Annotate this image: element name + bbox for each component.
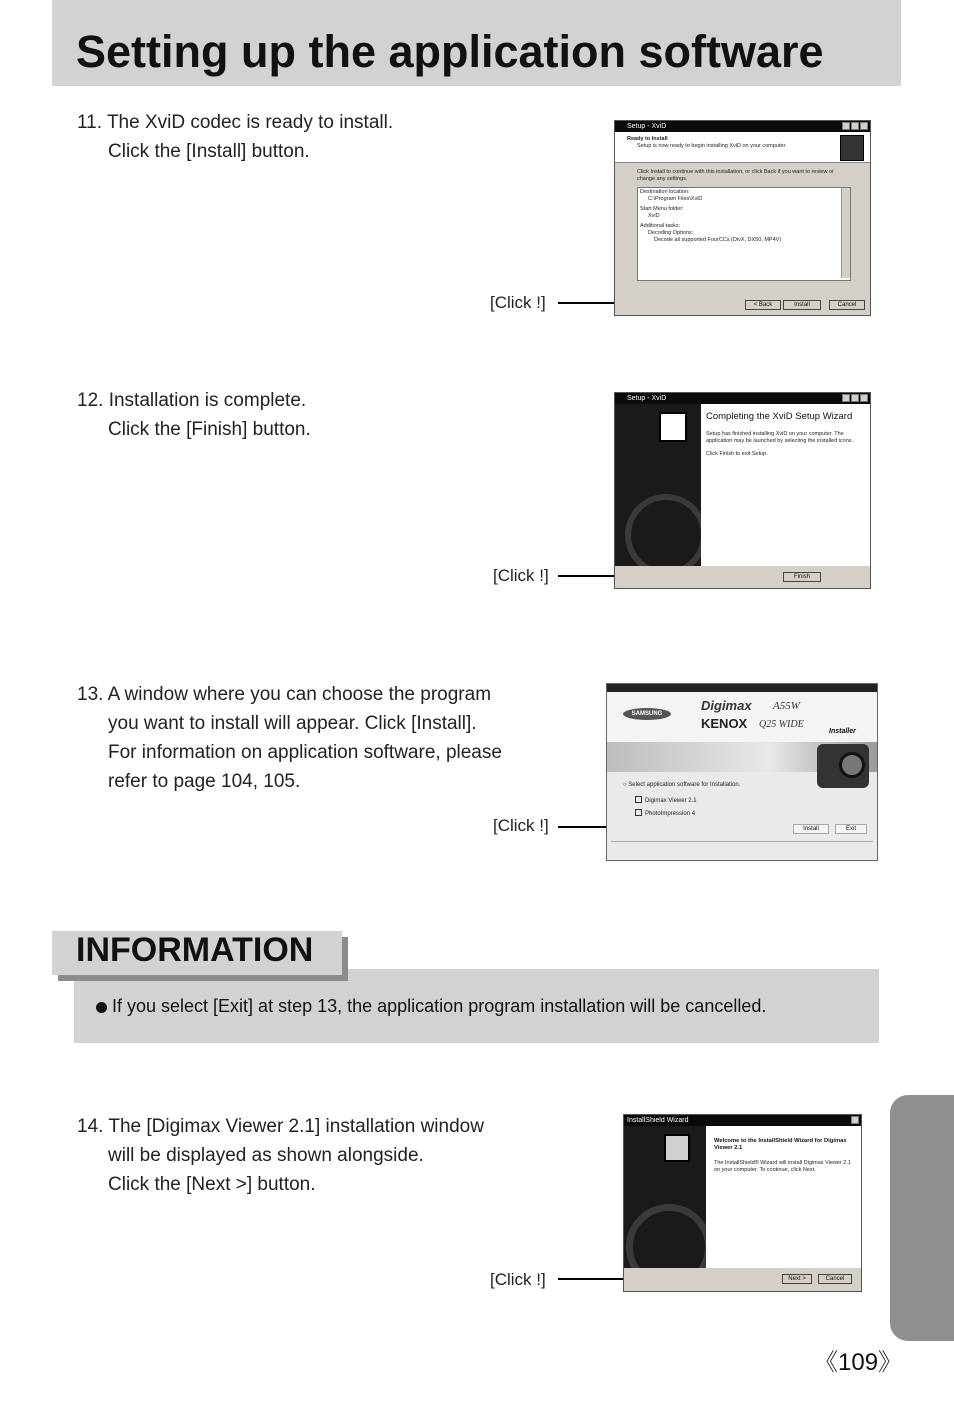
option-photoimpression[interactable]: [635, 809, 695, 817]
dialog-subheading: Setup is now ready to begin installing XviD on your computer.: [637, 143, 787, 149]
close-icon[interactable]: [860, 122, 868, 130]
maximize-icon[interactable]: [851, 394, 859, 402]
finish-button[interactable]: Finish: [783, 572, 821, 582]
option-label: Digimax Viewer 2.1: [645, 798, 697, 804]
page-title: Setting up the application software: [76, 26, 824, 77]
setup-logo-icon: [659, 412, 687, 442]
click-label-14: [Click !]: [490, 1270, 546, 1289]
samsung-logo: SAMSUNG: [623, 708, 671, 720]
click-label-13: [Click !]: [493, 816, 549, 835]
dialog-title-bar: [615, 121, 870, 132]
option-label: PhotoImpression 4: [645, 811, 696, 817]
maximize-icon[interactable]: [851, 122, 859, 130]
dialog-title-bar: [624, 1115, 861, 1126]
step-13-text: [77, 680, 502, 796]
next-button[interactable]: Next >: [782, 1274, 812, 1284]
wizard-body: Setup has finished installing XviD on your computer. The application may be launched by selecting the installed icons.: [706, 431, 854, 444]
installer-label: Installer: [829, 728, 856, 735]
installshield-logo-icon: [664, 1134, 690, 1162]
list-line: Additional tasks:: [640, 223, 681, 229]
step-13-line1: 13. A window where you can choose the program: [77, 684, 492, 705]
step-13-line4: refer to page 104, 105.: [108, 771, 301, 792]
step-12-text: [77, 386, 311, 444]
list-line: Destination location:: [640, 189, 690, 195]
list-line: XviD: [648, 213, 660, 219]
step-14-line3: Click the [Next >] button.: [108, 1174, 316, 1195]
step-14-text: [77, 1112, 484, 1199]
installer-header: [607, 692, 877, 742]
click-label-12: [Click !]: [493, 566, 549, 585]
model-a55w: A55W: [773, 700, 800, 712]
installer-top-strip: [607, 684, 877, 692]
checkbox-icon[interactable]: [635, 809, 642, 816]
prompt-text: Select application software for Installation.: [628, 782, 741, 788]
close-icon[interactable]: [860, 394, 868, 402]
decorative-arc: [625, 494, 701, 566]
installer-prompt: ○ Select application software for Installation.: [623, 782, 741, 788]
wizard-body: The InstallShield® Wizard will install Digimax Viewer 2.1 on your computer. To continue, click Next.: [714, 1160, 851, 1173]
setup-logo-icon: [840, 135, 864, 161]
page-number: 《109》: [814, 1349, 903, 1376]
camera-lens-icon: [839, 752, 865, 778]
step-11-text: [77, 108, 393, 166]
divider: [611, 841, 873, 842]
product-kenox: KENOX: [701, 716, 748, 731]
summary-listbox[interactable]: [637, 187, 851, 281]
chapter-side-tab: [890, 1095, 954, 1341]
wizard-side-banner: [615, 404, 701, 566]
step-11-line2: Click the [Install] button.: [108, 141, 310, 162]
information-text: [96, 996, 766, 1017]
installer-exit-button[interactable]: Exit: [835, 824, 867, 834]
bullet-icon: [96, 1002, 107, 1013]
dialog-title: Setup - XviD: [627, 123, 667, 130]
scrollbar[interactable]: [841, 188, 850, 278]
dialog-heading: Ready to Install: [627, 136, 668, 142]
model-q25: Q25 WIDE: [759, 719, 804, 730]
list-line: Decode all supported FourCCs (DivX, DX50, MP4V): [654, 237, 782, 243]
wizard-heading: Completing the XviD Setup Wizard: [706, 411, 853, 422]
cancel-button[interactable]: Cancel: [818, 1274, 852, 1284]
product-digimax: Digimax: [701, 698, 752, 713]
click-label-11: [Click !]: [490, 293, 546, 312]
checkbox-icon[interactable]: [635, 796, 642, 803]
back-button[interactable]: < Back: [745, 300, 781, 310]
installer-install-button[interactable]: Install: [793, 824, 829, 834]
wizard-content: [701, 404, 870, 566]
wizard-side-banner: [624, 1126, 706, 1268]
cancel-button[interactable]: Cancel: [829, 300, 865, 310]
list-line: Start Menu folder:: [640, 206, 684, 212]
list-line: Decoding Options:: [648, 230, 694, 236]
step-13-line3: For information on application software, please: [108, 742, 502, 763]
information-text-body: If you select [Exit] at step 13, the application program installation will be cancelled.: [112, 996, 767, 1016]
wizard-heading: Welcome to the InstallShield Wizard for Digimax Viewer 2.1: [714, 1138, 847, 1151]
minimize-icon[interactable]: [842, 122, 850, 130]
step-11-line1: 11. The XviD codec is ready to install.: [77, 112, 394, 133]
xvid-ready-dialog: [614, 120, 871, 316]
installshield-dialog: [623, 1114, 862, 1292]
decorative-arc: [626, 1204, 706, 1268]
step-14-line2: will be displayed as shown alongside.: [108, 1145, 424, 1166]
information-title: INFORMATION: [76, 931, 314, 969]
list-line: C:\Program Files\XviD: [648, 196, 703, 202]
dialog-title: Setup - XviD: [627, 395, 667, 402]
install-button[interactable]: Install: [783, 300, 821, 310]
minimize-icon[interactable]: [842, 394, 850, 402]
step-12-line1: 12. Installation is complete.: [77, 390, 307, 411]
step-14-line1: 14. The [Digimax Viewer 2.1] installation window: [77, 1116, 484, 1137]
dialog-title: InstallShield Wizard: [627, 1117, 689, 1124]
close-icon[interactable]: [851, 1116, 859, 1124]
dialog-body: Click Install to continue with this installation, or click Back if you want to review or change any settings.: [637, 169, 834, 182]
digimax-installer-window: [606, 683, 878, 861]
camera-image: [817, 744, 869, 788]
wizard-body-2: Click Finish to exit Setup.: [706, 451, 768, 457]
step-12-line2: Click the [Finish] button.: [108, 419, 311, 440]
wizard-content: [706, 1126, 861, 1268]
dialog-title-bar: [615, 393, 870, 404]
step-13-line2: you want to install will appear. Click [Install].: [108, 713, 477, 734]
option-digimax-viewer[interactable]: [635, 796, 697, 804]
xvid-complete-dialog: [614, 392, 871, 589]
